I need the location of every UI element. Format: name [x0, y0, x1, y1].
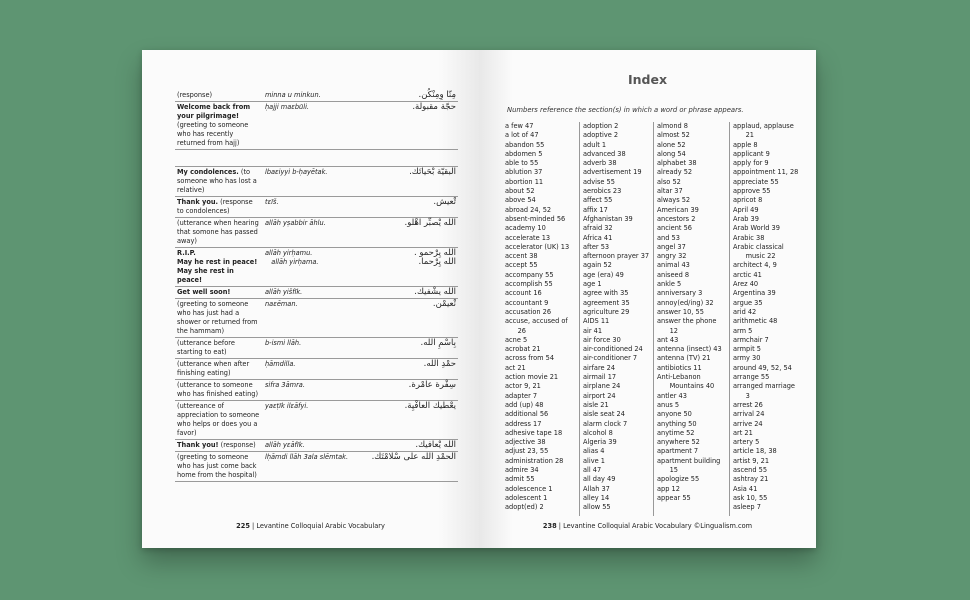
index-entry: ablution 37 [505, 168, 543, 177]
index-entry: antenna (insect) 43 [657, 345, 722, 354]
transliteration-cell: allāh yṣabbir āhlu. [263, 218, 365, 248]
index-entry: Arabic classical [733, 242, 784, 251]
english-cell: (greeting to someone who has just had a shower or returned from the hammam) [175, 299, 263, 338]
index-entry: anus 5 [657, 400, 680, 409]
index-columns [505, 122, 805, 522]
index-entry: ashtray 21 [733, 475, 769, 484]
index-entry: accelerate 13 [505, 233, 551, 242]
index-entry: antibiotics 11 [657, 363, 702, 372]
index-entry: art 21 [733, 428, 753, 437]
index-entry: accomplish 55 [505, 280, 553, 289]
index-entry: apple 8 [733, 140, 758, 149]
index-entry: ant 43 [657, 335, 679, 344]
index-entry: Arab 39 [733, 214, 759, 223]
index-entry: aisle seat 24 [583, 410, 625, 419]
index-entry: always 52 [657, 196, 691, 205]
transliteration-cell: lbaɛiyyi b-ḥayētak. [263, 167, 365, 197]
left-page-footer [142, 522, 479, 530]
index-entry: age (era) 49 [583, 270, 624, 279]
phrase-table [175, 90, 458, 482]
index-entry: airplane 24 [583, 382, 621, 391]
index-entry: additional 56 [505, 410, 549, 419]
right-page [479, 50, 816, 548]
index-entry: alarm clock 7 [583, 419, 628, 428]
index-entry: adjective 38 [505, 438, 546, 447]
index-entry: Allah 37 [583, 484, 610, 493]
index-entry: air 41 [583, 326, 603, 335]
left-page-number: 225 [236, 522, 250, 530]
table-row [175, 248, 458, 287]
index-entry: agreement 35 [583, 298, 630, 307]
index-entry: Argentina 39 [733, 289, 776, 298]
index-entry: 3 [733, 391, 750, 400]
index-entry: academy 10 [505, 224, 546, 233]
index-entry: adhesive tape 18 [505, 428, 563, 437]
index-entry: already 52 [657, 168, 693, 177]
index-entry: asleep 7 [733, 503, 761, 512]
index-entry: Afghanistan 39 [583, 214, 633, 223]
arabic-cell: مِنّا وِمِنْكُن. [365, 90, 458, 102]
english-cell: Get well soon! [175, 287, 263, 299]
index-entry: after 53 [583, 242, 610, 251]
index-entry: airmail 17 [583, 373, 617, 382]
arabic-cell: الحمْدِ الله على سْلامْتَك. [365, 452, 458, 482]
index-entry: accent 38 [505, 252, 538, 261]
index-entry: Arab World 39 [733, 224, 780, 233]
index-entry: action movie 21 [505, 373, 559, 382]
index-entry: April 49 [733, 205, 759, 214]
index-title: Index [627, 72, 668, 87]
index-entry: arranged marriage [733, 382, 795, 391]
table-row [175, 167, 458, 197]
english-cell: Welcome back from your pilgrimage! (greeting to someone who has recently returned from hajj) [175, 102, 263, 150]
transliteration-cell: yaɛṭīk ilɛāfyi. [263, 401, 365, 440]
index-entry: adverb 38 [583, 159, 617, 168]
index-entry: a lot of 47 [505, 131, 539, 140]
index-entry: alive 1 [583, 456, 605, 465]
index-entry: along 54 [657, 149, 686, 158]
index-entry: arrive 24 [733, 419, 763, 428]
index-entry: armchair 7 [733, 335, 769, 344]
index-entry: above 54 [505, 196, 536, 205]
index-entry: air-conditioned 24 [583, 345, 643, 354]
transliteration-cell: allāh yišfīk. [263, 287, 365, 299]
index-entry: 15 [657, 465, 678, 474]
index-entry: admire 34 [505, 465, 539, 474]
arabic-cell: نْعيمْن. [365, 299, 458, 338]
index-entry: accusation 26 [505, 307, 552, 316]
index-entry: account 16 [505, 289, 542, 298]
index-entry: appear 55 [657, 493, 691, 502]
table-row [175, 359, 458, 380]
index-entry: arm 5 [733, 326, 753, 335]
index-entry: AIDS 11 [583, 317, 610, 326]
index-entry: alley 14 [583, 493, 610, 502]
index-entry: anytime 52 [657, 428, 695, 437]
index-entry: applaud, applause [733, 122, 794, 130]
index-entry: able to 55 [505, 159, 539, 168]
index-column-4 [729, 122, 805, 516]
index-entry: appointment 11, 28 [733, 168, 799, 177]
index-entry: apply for 9 [733, 159, 769, 168]
index-entry: almost 52 [657, 131, 690, 140]
index-entry: Arez 40 [733, 280, 759, 289]
index-entry: address 17 [505, 419, 542, 428]
index-entry: angry 32 [657, 252, 687, 261]
index-entry: air force 30 [583, 335, 621, 344]
index-entry: alcohol 8 [583, 428, 613, 437]
right-footer-title: | Levantine Colloquial Arabic Vocabulary ©Lingualism.com [556, 522, 753, 530]
arabic-cell: الله يشْفيك. [365, 287, 458, 299]
index-entry: arrange 55 [733, 373, 770, 382]
index-entry: advertisement 19 [583, 168, 642, 177]
index-entry: Anti-Lebanon [657, 373, 701, 382]
index-entry: afternoon prayer 37 [583, 252, 650, 261]
index-entry: abandon 55 [505, 140, 545, 149]
index-entry: approve 55 [733, 187, 771, 196]
arabic-cell: يعْطيك العافْيِة. [365, 401, 458, 440]
index-entry: adoptive 2 [583, 131, 619, 140]
english-cell: (utterance to someone who has finished eating) [175, 380, 263, 401]
index-entry: anniversary 3 [657, 289, 703, 298]
arabic-cell: الله يْعافيك. [365, 440, 458, 452]
index-entry: applicant 9 [733, 149, 770, 158]
index-entry: anywhere 52 [657, 438, 700, 447]
index-entry: ascend 55 [733, 465, 768, 474]
index-entry: arrest 26 [733, 400, 763, 409]
index-entry: Asia 41 [733, 484, 758, 493]
index-entry: agriculture 29 [583, 307, 630, 316]
index-entry: 12 [657, 326, 678, 335]
index-entry: apartment building [657, 456, 721, 465]
index-entry: almond 8 [657, 122, 688, 130]
index-entry: air-conditioner 7 [583, 354, 638, 363]
table-row [175, 452, 458, 482]
table-row [175, 197, 458, 218]
index-entry: artist 9, 21 [733, 456, 770, 465]
arabic-cell: حجّة مقبولة. [365, 102, 458, 150]
index-entry: administration 28 [505, 456, 564, 465]
index-entry: army 30 [733, 354, 761, 363]
index-entry: alphabet 38 [657, 159, 697, 168]
index-entry: aisle 21 [583, 400, 609, 409]
table-row [175, 102, 458, 150]
english-cell: (response) [175, 90, 263, 102]
index-entry: add (up) 48 [505, 400, 544, 409]
index-entry: accept 55 [505, 261, 538, 270]
index-entry: affix 17 [583, 205, 608, 214]
index-entry: app 12 [657, 484, 680, 493]
table-row [175, 90, 458, 102]
spacer-cell [175, 150, 458, 167]
index-entry: arid 42 [733, 307, 757, 316]
index-entry: age 1 [583, 280, 602, 289]
index-entry: accompany 55 [505, 270, 554, 279]
open-book [142, 50, 816, 548]
index-entry: anything 50 [657, 419, 697, 428]
index-entry: also 52 [657, 177, 681, 186]
index-entry: airfare 24 [583, 363, 616, 372]
index-entry: a few 47 [505, 122, 534, 130]
table-row [175, 401, 458, 440]
index-entry: alone 52 [657, 140, 686, 149]
index-entry: architect 4, 9 [733, 261, 777, 270]
english-cell: (utterance when hearing that somone has passed away) [175, 218, 263, 248]
index-entry: angel 37 [657, 242, 686, 251]
arabic-cell: تْعيش. [365, 197, 458, 218]
table-row [175, 299, 458, 338]
arabic-cell: حمْدِ الله. [365, 359, 458, 380]
index-entry: advanced 38 [583, 149, 626, 158]
english-cell: (greeting to someone who has just come back home from the hospital) [175, 452, 263, 482]
index-entry: animal 43 [657, 261, 690, 270]
index-entry: aniseed 8 [657, 270, 690, 279]
index-entry: across from 54 [505, 354, 555, 363]
left-page [142, 50, 479, 548]
index-entry: adolescence 1 [505, 484, 553, 493]
arabic-cell: الله يِرْحمو . الله يِرْحما. [365, 248, 458, 287]
index-entry: Africa 41 [583, 233, 613, 242]
index-entry: music 22 [733, 252, 776, 261]
index-entry: allow 55 [583, 503, 611, 512]
transliteration-cell: ḥajji maɛbūli. [263, 102, 365, 150]
index-entry: apologize 55 [657, 475, 700, 484]
index-entry: act 21 [505, 363, 526, 372]
index-entry: afraid 32 [583, 224, 613, 233]
index-entry: advise 55 [583, 177, 615, 186]
table-row [175, 287, 458, 299]
index-entry: aerobics 23 [583, 187, 622, 196]
transliteration-cell: allāh yɛāfīk. [263, 440, 365, 452]
transliteration-cell: allāh yirḥamu. allāh yirḥama. [263, 248, 365, 287]
index-entry: antler 43 [657, 391, 687, 400]
index-entry: apartment 7 [657, 447, 699, 456]
index-entry: admit 55 [505, 475, 535, 484]
index-column-2 [579, 122, 651, 516]
transliteration-cell: tɛīš. [263, 197, 365, 218]
transliteration-cell: naɛēman. [263, 299, 365, 338]
index-entry: ask 10, 55 [733, 493, 768, 502]
english-cell: (utterance before starting to eat) [175, 338, 263, 359]
index-entry: 21 [733, 131, 754, 140]
index-entry: affect 55 [583, 196, 613, 205]
index-entry: ankle 5 [657, 280, 682, 289]
english-cell: (uttereance of appreciation to someone who helps or does you a favor) [175, 401, 263, 440]
index-entry: antenna (TV) 21 [657, 354, 711, 363]
index-entry: acne 5 [505, 335, 528, 344]
index-entry: again 52 [583, 261, 612, 270]
arabic-cell: بِاسْمِ الله. [365, 338, 458, 359]
index-entry: adapter 7 [505, 391, 538, 400]
index-entry: annoy(ed/ing) 32 [657, 298, 714, 307]
index-entry: adjust 23, 55 [505, 447, 549, 456]
table-spacer-row [175, 150, 458, 167]
transliteration-cell: sifra 3āmra. [263, 380, 365, 401]
index-entry: adult 1 [583, 140, 607, 149]
table-row [175, 338, 458, 359]
index-entry: accountant 9 [505, 298, 549, 307]
index-entry: ancient 56 [657, 224, 692, 233]
index-entry: airport 24 [583, 391, 616, 400]
index-entry: adolescent 1 [505, 493, 548, 502]
english-cell: Thank you! (response) [175, 440, 263, 452]
english-cell: (utterance when after finishing eating) [175, 359, 263, 380]
right-page-number: 238 [542, 522, 557, 530]
index-entry: artery 5 [733, 438, 760, 447]
index-entry: apricot 8 [733, 196, 763, 205]
index-entry: alias 4 [583, 447, 605, 456]
index-entry: acrobat 21 [505, 345, 541, 354]
index-entry: abdomen 5 [505, 149, 543, 158]
left-footer-title: | Levantine Colloquial Arabic Vocabulary [249, 522, 385, 530]
index-entry: American 39 [657, 205, 699, 214]
transliteration-cell: minna u minkun. [263, 90, 365, 102]
index-entry: 26 [505, 326, 526, 335]
index-entry: armpit 5 [733, 345, 761, 354]
index-entry: accelerator (UK) 13 [505, 242, 570, 251]
index-entry: argue 35 [733, 298, 763, 307]
index-entry: appreciate 55 [733, 177, 779, 186]
table-row [175, 380, 458, 401]
arabic-cell: سِفْرة عامْرة. [365, 380, 458, 401]
index-entry: ancestors 2 [657, 214, 696, 223]
right-page-footer [479, 522, 816, 530]
index-entry: answer 10, 55 [657, 307, 704, 316]
index-entry: Algeria 39 [583, 438, 617, 447]
arabic-cell: البقيّة بْحَياتَك. [365, 167, 458, 197]
index-entry: actor 9, 21 [505, 382, 541, 391]
english-cell: R.I.P. May he rest in peace! May she rest in peace! [175, 248, 263, 287]
index-column-1 [505, 122, 573, 516]
index-column-3 [653, 122, 727, 516]
index-entry: absent-minded 56 [505, 214, 566, 223]
index-entry: arithmetic 48 [733, 317, 778, 326]
arabic-cell: الله يْصبِّر اهْلو. [365, 218, 458, 248]
index-entry: all 47 [583, 465, 602, 474]
index-entry: all day 49 [583, 475, 616, 484]
index-entry: Arabic 38 [733, 233, 765, 242]
index-entry: around 49, 52, 54 [733, 363, 792, 372]
english-cell: My condolences. (to someone who has lost a relative) [175, 167, 263, 197]
index-entry: and 53 [657, 233, 680, 242]
index-entry: altar 37 [657, 187, 683, 196]
index-entry: anyone 50 [657, 410, 692, 419]
index-entry: answer the phone [657, 317, 717, 326]
index-note: Numbers reference the section(s) in which a word or phrase appears. [507, 106, 744, 114]
index-entry: adoption 2 [583, 122, 619, 130]
english-cell: Thank you. (response to condolences) [175, 197, 263, 218]
index-entry: adopt(ed) 2 [505, 503, 544, 512]
table-row [175, 440, 458, 452]
index-entry: Mountains 40 [657, 382, 715, 391]
table-row [175, 218, 458, 248]
index-entry: arrival 24 [733, 410, 765, 419]
index-entry: agree with 35 [583, 289, 629, 298]
index-entry: abortion 11 [505, 177, 544, 186]
index-entry: accuse, accused of [505, 317, 568, 326]
index-entry: article 18, 38 [733, 447, 777, 456]
transliteration-cell: b-ismi llāh. [263, 338, 365, 359]
index-entry: abroad 24, 52 [505, 205, 552, 214]
index-entry: arctic 41 [733, 270, 762, 279]
transliteration-cell: ḥāmdilla. [263, 359, 365, 380]
index-entry: about 52 [505, 187, 535, 196]
transliteration-cell: lḥāmdi llāh 3ala slēmtak. [263, 452, 365, 482]
